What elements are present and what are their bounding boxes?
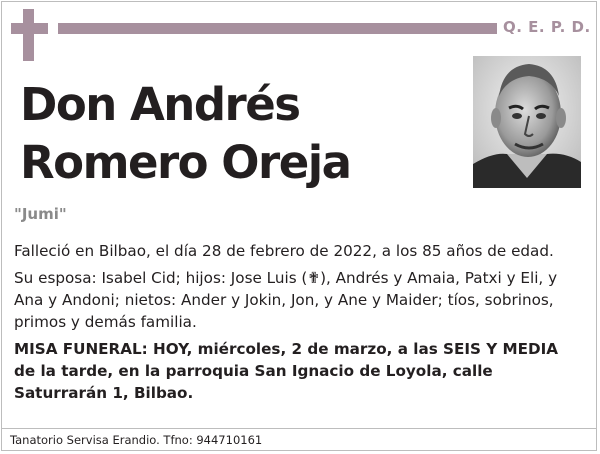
footer-rule: [1, 428, 597, 429]
header-rule: [58, 23, 497, 34]
nickname: "Jumi": [14, 205, 67, 223]
cross-icon-arm: [11, 23, 48, 34]
funeral-home-contact: Tanatorio Servisa Erandio. Tfno: 944710161: [10, 433, 263, 447]
funeral-mass-details: MISA FUNERAL: HOY, miércoles, 2 de marzo, a las SEIS Y MEDIA de la tarde, en la parroquia San Ignacio de Loyola, calle Saturrarán 1, Bilbao.: [14, 340, 559, 402]
cross-icon: [23, 9, 34, 61]
qepd-label: Q. E. P. D.: [503, 18, 591, 36]
deceased-name: [20, 76, 351, 192]
portrait-photo: [473, 56, 581, 188]
name-line-1: Don Andrés: [20, 78, 300, 131]
death-statement: Falleció en Bilbao, el día 28 de febrero de 2022, a los 85 años de edad.: [14, 242, 554, 260]
notice-body: [14, 240, 582, 409]
family-list: Su esposa: Isabel Cid; hijos: Jose Luis (✟), Andrés y Amaia, Patxi y Eli, y Ana y Andoni; nietos: Ander y Jokin, Jon, y Ane y Maider; tíos, sobrinos, primos y demás familia.: [14, 269, 558, 331]
name-line-2: Romero Oreja: [20, 136, 351, 189]
